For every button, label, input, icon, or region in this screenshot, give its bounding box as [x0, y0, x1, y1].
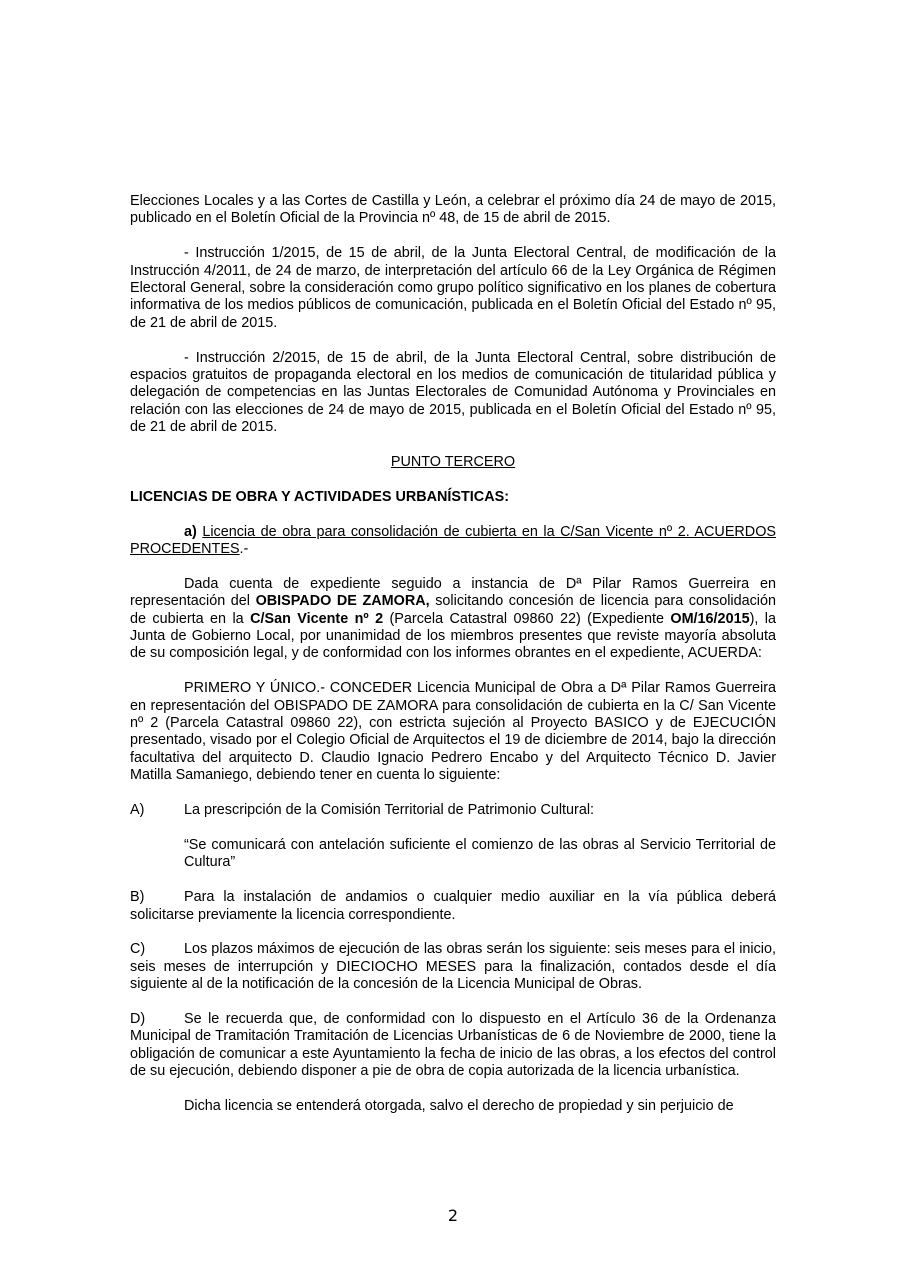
list-label-b: B) [130, 889, 145, 906]
list-text-a: La prescripción de la Comisión Territorial de Patrimonio Cultural: [184, 802, 595, 819]
list-text-b: Para la instalación de andamios o cualquier medio auxiliar en la vía pública deberá solicitarse previamente la licencia correspondiente. [130, 889, 776, 923]
list-label-c: C) [130, 941, 146, 958]
item-a-title: Licencia de obra para consolidación de cubierta en la C/San Vicente nº 2. ACUERDOS PROCEDENTES [130, 523, 776, 558]
list-text-d: Se le recuerda que, de conformidad con lo dispuesto en el Artículo 36 de la Ordenanza Municipal de Tramitación Tramitación de Licencias Urbanísticas de 6 de Noviembre de 2000, tiene la obligación de comunicar a este Ayuntamiento la fecha de inicio de las obras, a los efectos del control de su ejecución, debiendo disponer a pie de obra de copia autorizada de la licencia urbanística. [130, 1010, 776, 1080]
p4-text-2: solicitando concesión de licencia para consolidación de cubierta en la [130, 593, 776, 627]
list-item-a [130, 802, 776, 819]
list-text-c: Los plazos máximos de ejecución de las obras serán los siguiente: seis meses para el inicio, seis meses de interrupción y DIECIOCHO MESES para la finalización, contados desde el día siguiente al de la notificación de la concesión de la Licencia Municipal de Obras. [130, 941, 776, 993]
item-a-heading [130, 524, 776, 559]
paragraph-instruccion-1: - Instrucción 1/2015, de 15 de abril, de la Junta Electoral Central, de modificación de la Instrucción 4/2011, de 24 de marzo, de interpretación del artículo 66 de la Ley Orgánica de Régimen Electoral General, sobre la consideración como grupo político significativo en los planes de cobertura informativa de los medios públicos de comunicación, publicada en el Boletín Oficial del Estado nº 95, de 21 de abril de 2015. [130, 245, 776, 331]
paragraph-primero: PRIMERO Y ÚNICO.- CONCEDER Licencia Municipal de Obra a Dª Pilar Ramos Guerreira en representación del OBISPADO DE ZAMORA para consolidación de cubierta en la C/ San Vicente nº 2 (Parcela Catastral 09860 22), con estricta sujeción al Proyecto BASICO y de EJECUCIÓN presentado, visado por el Colegio Oficial de Arquitectos el 19 de diciembre de 2014, bajo la dirección facultativa del arquitecto D. Claudio Ignacio Pedrero Encabo y del Arquitecto Técnico D. Javier Matilla Samaniego, debiendo tener en cuenta lo siguiente: [130, 680, 776, 784]
p4-text-4: ), la Junta de Gobierno Local, por unanimidad de los miembros presentes que reviste mayoría absoluta de su composición legal, y de conformidad con los informes obrantes en el expediente, ACUERDA: [130, 610, 776, 662]
paragraph-instruccion-2: - Instrucción 2/2015, de 15 de abril, de la Junta Electoral Central, sobre distribución de espacios gratuitos de propaganda electoral en los medios de comunicación de titularidad pública y delegación de competencias en las Juntas Electorales de Comunidad Autónoma y Provinciales en relación con las elecciones de 24 de mayo de 2015, publicada en el Boletín Oficial del Estado nº 95, de 21 de abril de 2015. [130, 349, 776, 436]
p4-bold-address: C/San Vicente nº 2 [250, 610, 384, 627]
section-heading: LICENCIAS DE OBRA Y ACTIVIDADES URBANÍSTICAS: [130, 488, 509, 505]
document-body [130, 193, 776, 1133]
page-number: 2 [447, 1206, 459, 1225]
quote-cultura: “Se comunicará con antelación suficiente el comienzo de las obras al Servicio Territorial de Cultura” [184, 836, 776, 871]
punto-heading [130, 454, 776, 471]
item-a-label: a) [184, 523, 197, 540]
paragraph-elecciones: Elecciones Locales y a las Cortes de Castilla y León, a celebrar el próximo día 24 de mayo de 2015, publicado en el Boletín Oficial de la Provincia nº 48, de 15 de abril de 2015. [130, 193, 776, 227]
p4-bold-obispado: OBISPADO DE ZAMORA, [255, 593, 430, 610]
punto-heading-text: PUNTO TERCERO [390, 454, 516, 471]
list-item-d [130, 1011, 776, 1081]
list-item-c [130, 941, 776, 993]
p4-text-1: Dada cuenta de expediente seguido a instancia de Dª Pilar Ramos Guerreira en representación del [130, 575, 776, 610]
p4-text-3: (Parcela Catastral 09860 22) (Expediente [383, 610, 671, 627]
list-label-d: D) [130, 1010, 146, 1027]
paragraph-dicha-licencia: Dicha licencia se entenderá otorgada, salvo el derecho de propiedad y sin perjuicio de [184, 1097, 734, 1114]
paragraph-dada-cuenta [130, 576, 776, 663]
list-label-a: A) [130, 802, 145, 819]
item-a-suffix: .- [239, 541, 249, 558]
p4-bold-expediente: OM/16/2015 [670, 610, 750, 627]
list-item-b [130, 889, 776, 924]
